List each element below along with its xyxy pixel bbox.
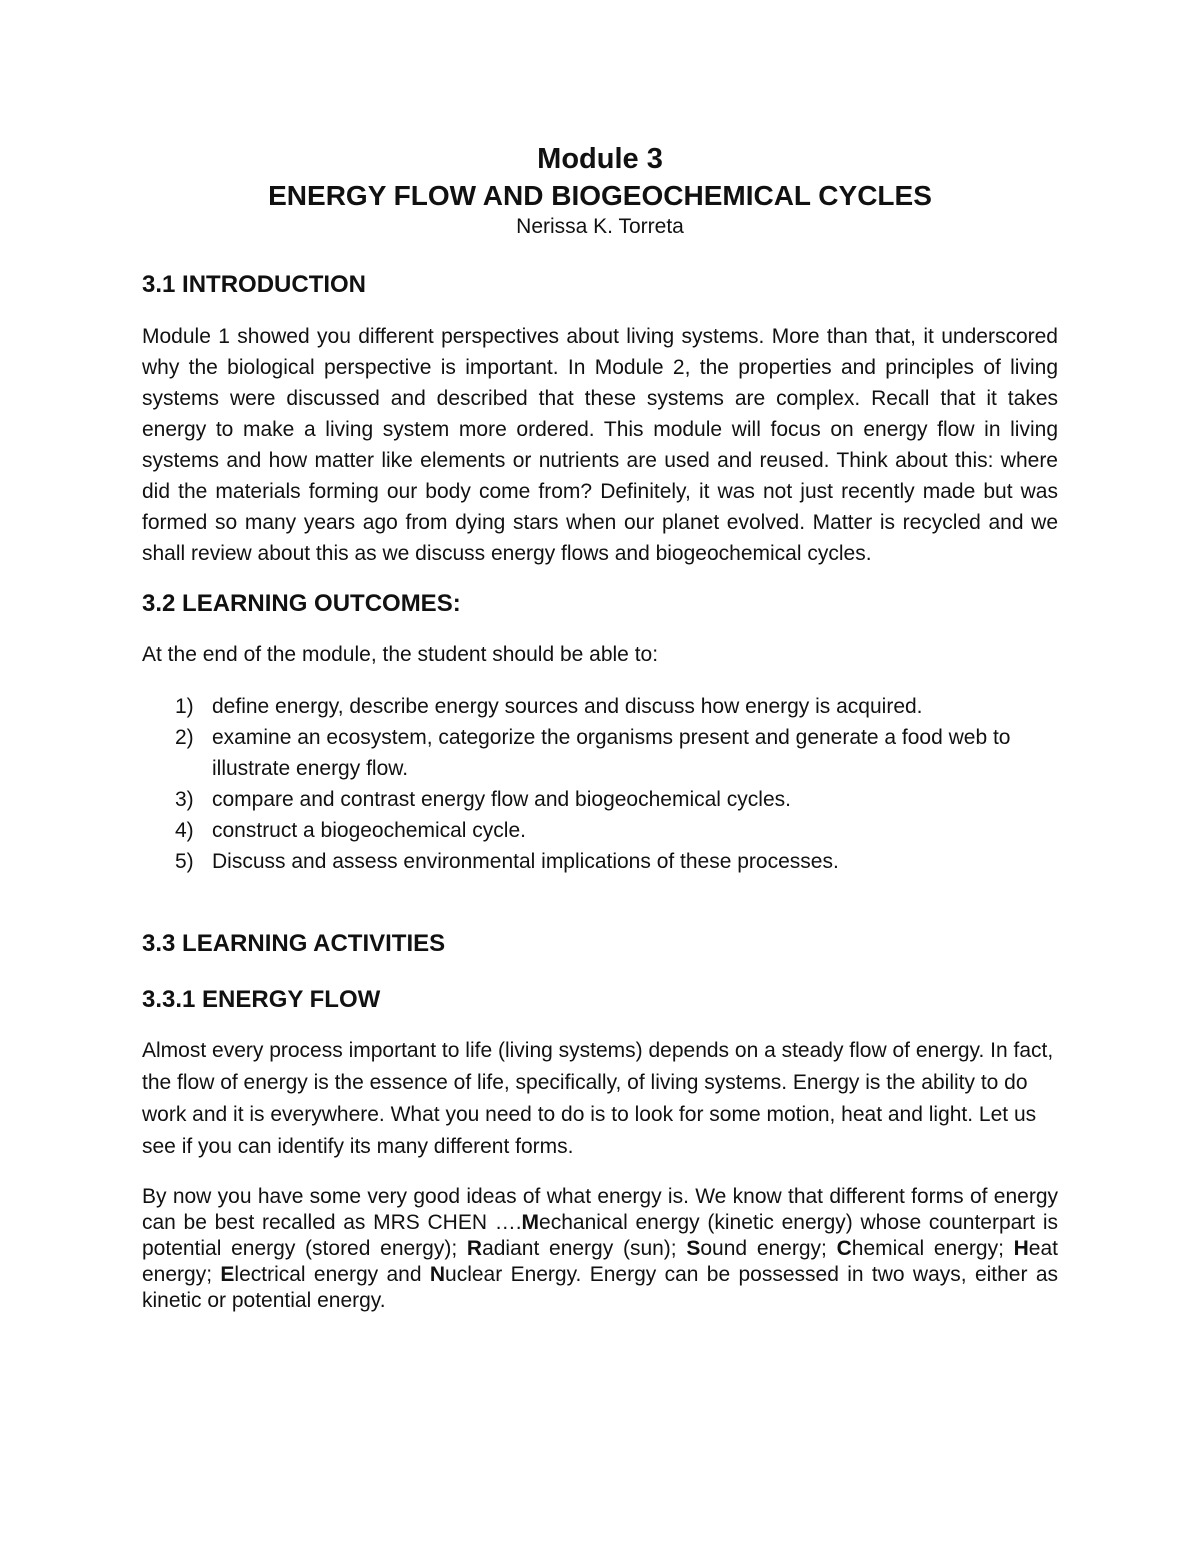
paragraph-text: By now you have some very good ideas of what energy is. We know that different forms of energy can be best recalled as MRS CHEN ….: [142, 1185, 1058, 1234]
list-item-text: define energy, describe energy sources and discuss how energy is acquired.: [212, 695, 923, 718]
mnemonic-initial-r: R: [466, 1237, 483, 1260]
list-item-text: Discuss and assess environmental implications of these processes.: [212, 850, 839, 873]
mnemonic-initial-n: N: [429, 1263, 446, 1286]
paragraph-text: eat energy;: [142, 1237, 1058, 1286]
outcomes-heading: 3.2 LEARNING OUTCOMES:: [142, 590, 461, 617]
energy-flow-paragraph-1: Almost every process important to life (living systems) depends on a steady flow of energy. In fact, the flow of energy is the essence of life, specifically, of living systems. Energy is the ability to do work and it is everywhere. What you need to do is to look for some motion, heat and light. Let us see if you can identify its many different forms.: [142, 1039, 1054, 1158]
title-block: [142, 140, 1058, 240]
mnemonic-initial-c: C: [836, 1237, 852, 1260]
mnemonic-initial-m: M: [521, 1211, 540, 1234]
introduction-paragraph: Module 1 showed you different perspectives about living systems. More than that, it underscored why the biological perspective is important. In Module 2, the properties and principles of living systems were discussed and described that these systems are complex. Recall that it takes energy to make a living system more ordered. This module will focus on energy flow in living systems and how matter like elements or nutrients are used and reused. Think about this: where did the materials forming our body come from? Definitely, it was not just recently made but was formed so many years ago from dying stars when our planet evolved. Matter is recycled and we shall review about this as we discuss energy flows and biogeochemical cycles.: [142, 325, 1058, 565]
mnemonic-initial-s: S: [686, 1237, 701, 1260]
paragraph-text: lectrical energy and: [234, 1263, 430, 1286]
page-title: ENERGY FLOW AND BIOGEOCHEMICAL CYCLES: [268, 180, 932, 211]
list-item: [142, 815, 1058, 846]
module-number: Module 3: [537, 143, 663, 175]
list-item-number: 4): [175, 819, 194, 842]
paragraph-text: echanical energy (kinetic energy) whose counterpart is potential energy (stored energy);: [142, 1211, 1059, 1260]
paragraph-text: hemical energy;: [851, 1237, 1014, 1260]
author-name: Nerissa K. Torreta: [516, 215, 684, 238]
mnemonic-initial-e: E: [220, 1263, 235, 1286]
list-item-text: construct a biogeochemical cycle.: [212, 819, 526, 842]
list-item-number: 5): [175, 850, 194, 873]
paragraph-text: adiant energy (sun);: [482, 1237, 687, 1260]
list-item-number: 2): [175, 726, 194, 749]
activities-heading: 3.3 LEARNING ACTIVITIES: [142, 930, 446, 957]
list-item-text: examine an ecosystem, categorize the organisms present and generate a food web to illustrate energy flow.: [212, 726, 1011, 780]
energy-flow-paragraph-2: [142, 1184, 1058, 1314]
paragraph-text: ound energy;: [700, 1237, 837, 1260]
outcomes-list: [142, 691, 1058, 877]
list-item-text: compare and contrast energy flow and biogeochemical cycles.: [212, 788, 791, 811]
introduction-heading: 3.1 INTRODUCTION: [142, 271, 367, 298]
list-item: [142, 722, 1058, 784]
list-item: [142, 846, 1058, 877]
list-item: [142, 784, 1058, 815]
list-item: [142, 691, 1058, 722]
energy-flow-heading: 3.3.1 ENERGY FLOW: [142, 986, 381, 1013]
page-content: [142, 140, 1058, 1314]
list-item-number: 1): [175, 695, 194, 718]
list-item-number: 3): [175, 788, 194, 811]
outcomes-lead: At the end of the module, the student should be able to:: [142, 643, 659, 666]
mnemonic-initial-h: H: [1013, 1237, 1029, 1260]
paragraph-text: uclear Energy. Energy can be possessed in two ways, either as kinetic or potential energy.: [142, 1263, 1058, 1312]
